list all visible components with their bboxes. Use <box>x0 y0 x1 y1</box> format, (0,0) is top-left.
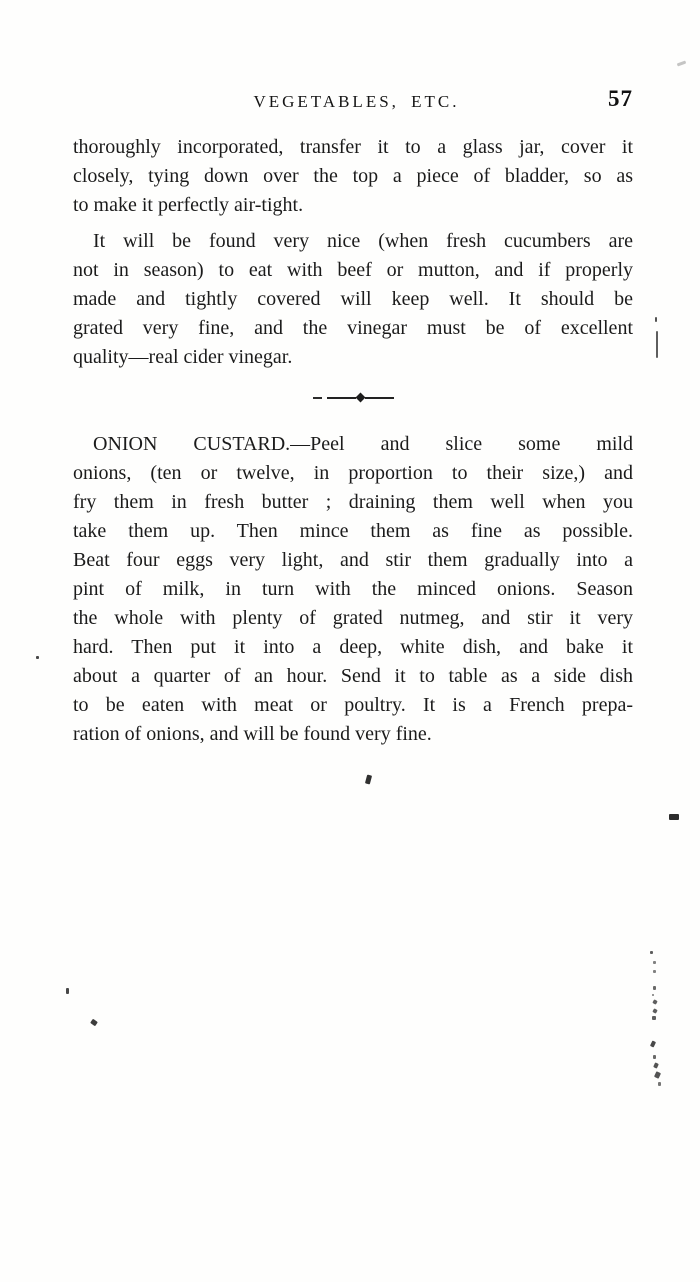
text-line: to be eaten with meat or poultry. It is a French prepa- <box>73 694 633 716</box>
text-line: Beat four eggs very light, and stir them gradually into a <box>73 549 633 571</box>
scan-speck <box>656 331 658 358</box>
text-line: to make it perfectly air-tight. <box>73 194 304 216</box>
text-line: closely, tying down over the top a piece of bladder, so as <box>73 165 633 187</box>
scan-speck <box>655 317 657 322</box>
text-line: pint of milk, in turn with the minced onions. Season <box>73 578 633 600</box>
page-number: 57 <box>608 86 633 111</box>
text-line: the whole with plenty of grated nutmeg, and stir it very <box>73 607 633 629</box>
text-line: not in season) to eat with beef or mutton, and if properly <box>73 259 633 281</box>
divider-dash <box>313 397 322 399</box>
scan-speck <box>653 1055 656 1059</box>
scan-speck <box>653 986 656 990</box>
text-line: about a quarter of an hour. Send it to table as a side dish <box>73 665 633 687</box>
page-header-title: VEGETABLES, ETC. <box>253 92 460 111</box>
scan-speck <box>650 1040 656 1047</box>
text-line: ration of onions, and will be found very fine. <box>73 723 432 745</box>
scan-speck <box>652 994 654 996</box>
scan-speck <box>650 951 653 954</box>
scan-speck <box>653 970 656 973</box>
text-line: quality—real cider vinegar. <box>73 346 293 368</box>
paragraph-grated-cucumber-conclusion <box>73 133 633 220</box>
divider-rule-left <box>327 397 356 399</box>
scan-speck <box>652 1008 657 1013</box>
scan-speck <box>66 988 69 994</box>
scan-speck <box>652 999 657 1004</box>
scan-speck <box>90 1019 98 1027</box>
text-line: hard. Then put it into a deep, white dish, and bake it <box>73 636 633 658</box>
scan-speck <box>654 1071 661 1079</box>
text-line: ONION CUSTARD.—Peel and slice some mild <box>93 433 633 455</box>
text-line: It will be found very nice (when fresh cucumbers are <box>93 230 633 252</box>
scan-speck <box>658 1082 661 1086</box>
scan-speck <box>669 814 679 820</box>
text-line: onions, (ten or twelve, in proportion to their size,) and <box>73 462 633 484</box>
section-divider <box>73 393 633 402</box>
text-line: thoroughly incorporated, transfer it to a glass jar, cover it <box>73 136 633 158</box>
paragraph-onion-custard-recipe <box>73 430 633 749</box>
scan-speck <box>677 61 686 67</box>
scan-speck <box>652 1016 656 1020</box>
text-column <box>73 133 633 756</box>
text-line: take them up. Then mince them as fine as possible. <box>73 520 633 542</box>
scan-speck <box>36 656 39 659</box>
scan-speck <box>653 1062 659 1068</box>
scan-speck <box>365 775 372 785</box>
text-line: made and tightly covered will keep well. It should be <box>73 288 633 310</box>
diamond-ornament-icon <box>355 393 365 403</box>
divider-rule-right <box>365 397 394 399</box>
scan-speck <box>653 961 656 964</box>
text-line: fry them in fresh butter ; draining them well when you <box>73 491 633 513</box>
text-line: grated very fine, and the vinegar must be of excellent <box>73 317 633 339</box>
running-header <box>73 86 633 115</box>
paragraph-keeping-advice <box>73 227 633 372</box>
